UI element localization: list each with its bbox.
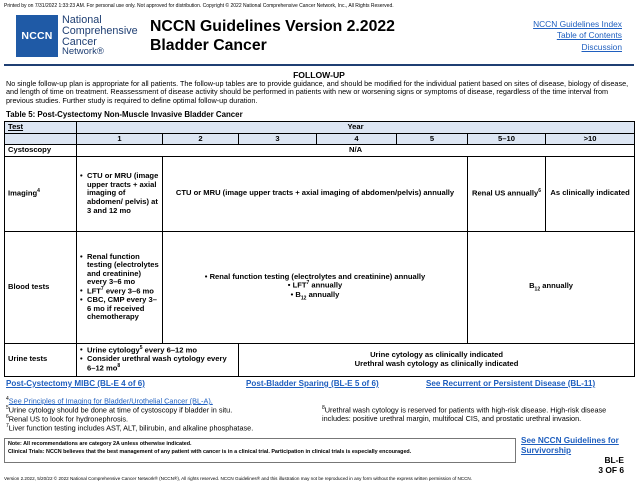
year-cell: 5: [397, 133, 468, 145]
footnote-6: Renal US to look for hydronephrosis.: [8, 414, 129, 424]
guidelines-index-link[interactable]: NCCN Guidelines Index: [533, 19, 622, 29]
logo-line: Network®: [62, 46, 104, 58]
table-of-contents-link[interactable]: Table of Contents: [556, 30, 622, 41]
imaging-principles-link[interactable]: See Principles of Imaging for Bladder/Urothelial Cancer (BL-A).: [8, 396, 213, 406]
year-row: [5, 133, 635, 145]
footnote-8: $^8$Urethral wash cytology is reserved for patients with high-risk disease. High-risk disease includes: positive urethral margin, multifocal CIS, and prostatic urethral invasion.: [322, 405, 607, 423]
urine-tests-label: Urine tests: [5, 343, 77, 376]
header-divider: [4, 64, 634, 66]
logo-line: Comprehensive: [62, 24, 138, 37]
cystoscopy-label: Cystoscopy: [5, 145, 77, 157]
test-header: Test: [5, 122, 77, 134]
page-number: 3 OF 6: [598, 464, 624, 475]
imaging-label: Imaging$^4$: [5, 156, 77, 231]
blank-cell: [5, 133, 77, 145]
table-row: [5, 145, 635, 157]
year-cell: 5–10: [468, 133, 546, 145]
page-code: BL-E: [604, 455, 624, 465]
year-cell: 1: [77, 133, 163, 145]
note-box: [4, 438, 516, 463]
year-cell: 4: [317, 133, 397, 145]
note-line: Note: All recommendations are category 2A unless otherwise indicated.: [8, 441, 192, 447]
nccn-logo[interactable]: [16, 15, 58, 57]
blood-year1: • Renal function testing (electrolytes and creatinine) every 3–6 mo • LFT$^7$ every 3–6 mo • CBC, CMP every 3–6 mo if received chemotherapy: [77, 231, 163, 343]
logo-line: Cancer: [62, 35, 97, 48]
recurrent-disease-link[interactable]: See Recurrent or Persistent Disease (BL-11): [426, 379, 596, 388]
clinical-trials-note: Clinical Trials: NCCN believes that the best management of any patient with cancer is in a clinical trial. Participation in clinical trials is especially encouraged.: [8, 448, 412, 455]
year-cell: >10: [546, 133, 635, 145]
print-notice: Printed by on 7/31/2022 1:33:23 AM. For personal use only. Not approved for distribution. Copyright © 2022 National Comprehensive Cancer Network, Inc., All Rights Reserved.: [4, 3, 394, 9]
imaging-5to10: Renal US annually$^6$: [468, 156, 546, 231]
section-title: FOLLOW-UP: [293, 70, 345, 80]
imaging-year1: • CTU or MRU (image upper tracts + axial imaging of abdomen/ pelvis) at 3 and 12 mo: [77, 156, 163, 231]
footer-copyright: Version 2.2022, 5/20/22 © 2022 National Comprehensive Cancer Network® (NCCN®), All rights reserved. NCCN Guidelines® and this illustration may not be reproduced in any form without the express written permission of NCCN.: [4, 476, 473, 481]
imaging-after10: As clinically indicated: [546, 156, 635, 231]
survivorship-link[interactable]: See NCCN Guidelines for Survivorship: [521, 436, 619, 455]
table-row: [5, 231, 635, 343]
imaging-years2to5: CTU or MRU (image upper tracts + axial imaging of abdomen/pelvis) annually: [163, 156, 468, 231]
discussion-link[interactable]: Discussion: [581, 41, 622, 52]
logo-line: National: [62, 14, 102, 26]
logo-wordmark: [62, 15, 138, 58]
post-bladder-sparing-link[interactable]: Post-Bladder Sparing (BL-E 5 of 6): [246, 379, 379, 388]
footnotes: $^4$See Principles of Imaging for Bladder/Urothelial Cancer (BL-A). $^5$Urine cytology should be done at time of cystoscopy if bladder in situ. $^6$Renal US to look for hydronephrosis. $^7$Liver function testing includes AST, ALT, bilirubin, and alkaline phosphatase.: [6, 396, 254, 433]
footnote-5: Urine cytology should be done at time of cystoscopy if bladder in situ.: [8, 405, 233, 415]
cystoscopy-value: N/A: [77, 145, 635, 157]
table-row: [5, 343, 635, 376]
logo-mark: NCCN: [21, 30, 53, 42]
footnote-7: Liver function testing includes AST, ALT, bilirubin, and alkaline phosphatase.: [8, 423, 254, 433]
page-identifier: [598, 456, 624, 475]
blood-after5: $B_{12}$ annually: [468, 231, 635, 343]
guideline-title: NCCN Guidelines Version 2.2022: [150, 18, 395, 35]
post-cystectomy-mibc-link[interactable]: Post-Cystectomy MIBC (BL-E 4 of 6): [6, 379, 145, 388]
follow-up-table: [4, 121, 635, 377]
year-cell: 2: [163, 133, 239, 145]
table-caption: Table 5: Post-Cystectomy Non-Muscle Invasive Bladder Cancer: [6, 110, 243, 119]
intro-paragraph: No single follow-up plan is appropriate for all patients. The follow-up tables are to provide guidance, and should be modified for the individual patient based on sites of disease, biology of disease, and length of time on treatment. Reassessment of disease activity should be performed in patients with new or worsening signs or symptoms of disease, regardless of the time interval from previous studies. Further study is required to define optimal follow-up duration.: [6, 79, 629, 105]
year-header: Year: [77, 122, 635, 134]
urine-year1: • Urine cytology$^5$ every 6–12 mo • Consider urethral wash cytology every 6–12 $mo^8$: [77, 343, 239, 376]
urine-later: Urine cytology as clinically indicated Urethral wash cytology as clinically indicated: [239, 343, 635, 376]
header-nav: [533, 19, 622, 53]
table-header-row: [5, 122, 635, 134]
year-cell: 3: [239, 133, 317, 145]
guideline-subtitle: Bladder Cancer: [150, 37, 267, 54]
blood-years2to5: • Renal function testing (electrolytes and creatinine) annually • LFT$^7$ annually • $B_{12}$ annually: [163, 231, 468, 343]
blood-tests-label: Blood tests: [5, 231, 77, 343]
table-row: [5, 156, 635, 231]
